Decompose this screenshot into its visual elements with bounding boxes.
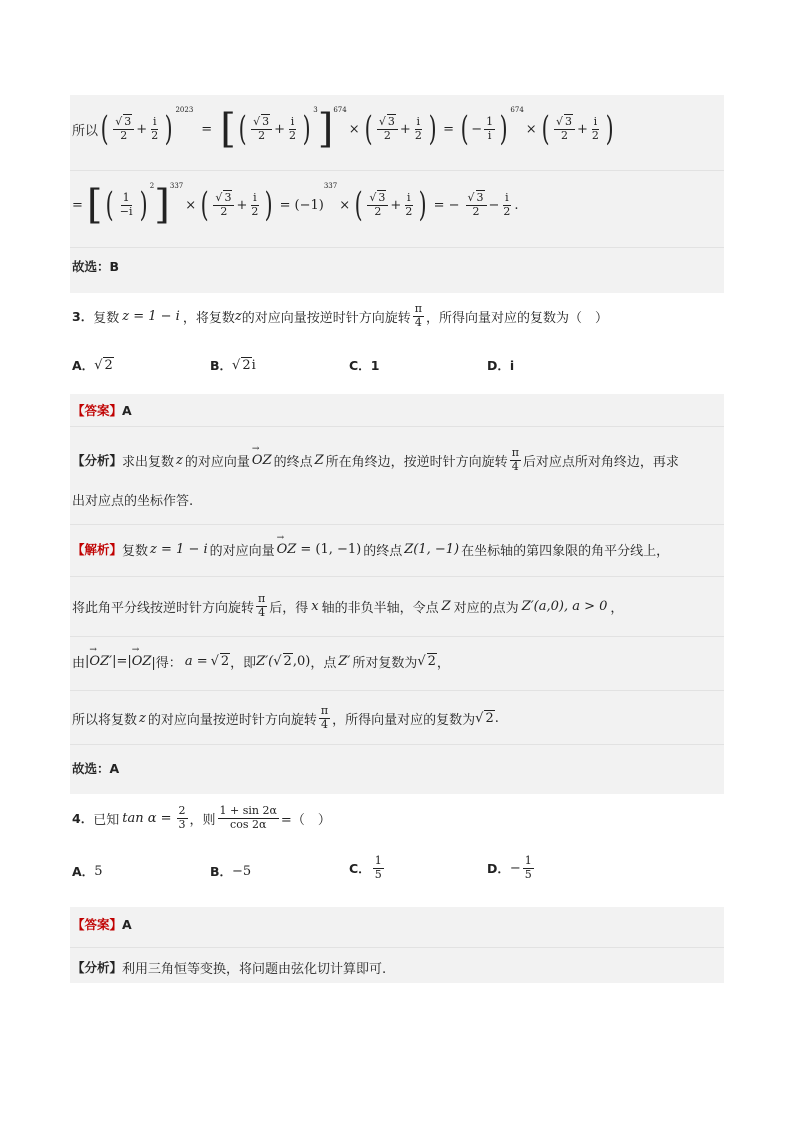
analysis-q3-line1: 【分析】 求出复数 z 的对应向量 → OZ 的终点 Z 所在角终边，按逆时针方向旋转 $\frac{\pi}{4}$ 后对应点所对角终边，再求 (72, 440, 728, 480)
solution-line-2: = [ ( $\frac{1}{-i}$ ) 2 ] 337 × ( $\frac{√ 3}{2}$ + $\frac{i}{2}$ ) = ( −1 ) 337 × ( $\frac{√ 3}{2}$ + $\frac{i}{2}$ ) = − $\frac{√ 3}{2}$ − $\frac{i}{2}$ . (72, 182, 519, 228)
answer-q3: 【答案】 A (72, 402, 132, 418)
divider (70, 524, 724, 525)
divider (70, 426, 724, 427)
choice-d[interactable]: D． − $\frac{1}{5}$ (487, 854, 532, 881)
choice-b[interactable]: B． √ 2 i (210, 357, 256, 373)
choice-c[interactable]: C． $\frac{1}{5}$ (349, 854, 382, 881)
divider (70, 247, 724, 248)
choice-a[interactable]: A． √ 2 (72, 357, 113, 373)
detail-q3-line4: 所以将复数 z 的对应向量按逆时针方向旋转 $\frac{\pi}{4}$ ，所得向量对应的复数为 √ 2 . (72, 703, 499, 731)
choice-a[interactable]: A． 5 (72, 863, 103, 879)
answer-line-q2: 故选：B (72, 259, 120, 274)
divider (70, 947, 724, 948)
fraction: $\frac{√ 3}{2}$ (113, 116, 134, 142)
choice-d[interactable]: D． i (487, 357, 515, 373)
divider (70, 690, 724, 691)
bracket-close: ] (317, 106, 334, 152)
question-number: 3． (72, 309, 94, 324)
detail-q3-line2: 将此角平分线按逆时针方向旋转 $\frac{\pi}{4}$ 后，得 x 轴的非负半轴，令点 Z 对应的点为 Z′(a,0), a > 0 ， (72, 591, 624, 619)
question-4-stem: 4． 已知 tan α = $\frac{2}{3}$ ，则 $\frac{1 + \sin 2\alpha}{\cos 2\alpha}$ =（ ） (72, 803, 331, 831)
final-answer-q3: 故选：A (72, 761, 120, 776)
paren-open: ( (100, 109, 109, 149)
divider (70, 576, 724, 577)
question-3-stem: 3． 复数 z = 1 − i ，将复数 z 的对应向量按逆时针方向旋转 $\frac{\pi}{4}$ ，所得向量对应的复数为（ ） (72, 301, 608, 329)
detail-q3-line3: 由 | → OZ′ |=| → OZ |得： a = √ 2 ，即 Z′( √ 2 ,0) ，点 Z′ 所对复数为 √ 2 ， (72, 650, 728, 672)
exponent: 2023 (175, 106, 194, 114)
question-number: 4． (72, 811, 94, 826)
analysis-q4: 【分析】 利用三角恒等变换，将问题由弦化切计算即可. (72, 960, 387, 977)
bracket-open: [ (220, 106, 236, 152)
divider (70, 170, 724, 171)
choice-c[interactable]: C． 1 (349, 357, 380, 373)
paren-close: ) (164, 109, 173, 149)
choice-b[interactable]: B． −5 (210, 863, 252, 879)
answer-q4: 【答案】 A (72, 916, 132, 932)
solution-line-1: 所以 ( $\frac{√ 3}{2}$ + $\frac{i}{2}$ ) 2023 = [ ( $\frac{√ 3}{2}$ + $\frac{i}{2}$ ) 3 ] 674 × ( $\frac{√ 3}{2}$ + $\frac{i}{2}$ ) = ( − $\frac{1}{i}$ ) 674 × ( $\frac{√ 3}{2}$ + $\frac{i}{2}$ ) (72, 106, 614, 152)
divider (70, 744, 724, 745)
analysis-q3-line2: 出对应点的坐标作答. (72, 493, 194, 509)
fraction: $\frac{i}{2}$ (151, 114, 159, 142)
text-so: 所以 (72, 123, 99, 139)
detail-q3-line1: 【解析】 复数 z = 1 − i 的对应向量 → OZ = (1, −1) 的终点 Z(1, −1) 在坐标轴的第四象限的角平分线上， (72, 538, 728, 560)
divider (70, 636, 724, 637)
